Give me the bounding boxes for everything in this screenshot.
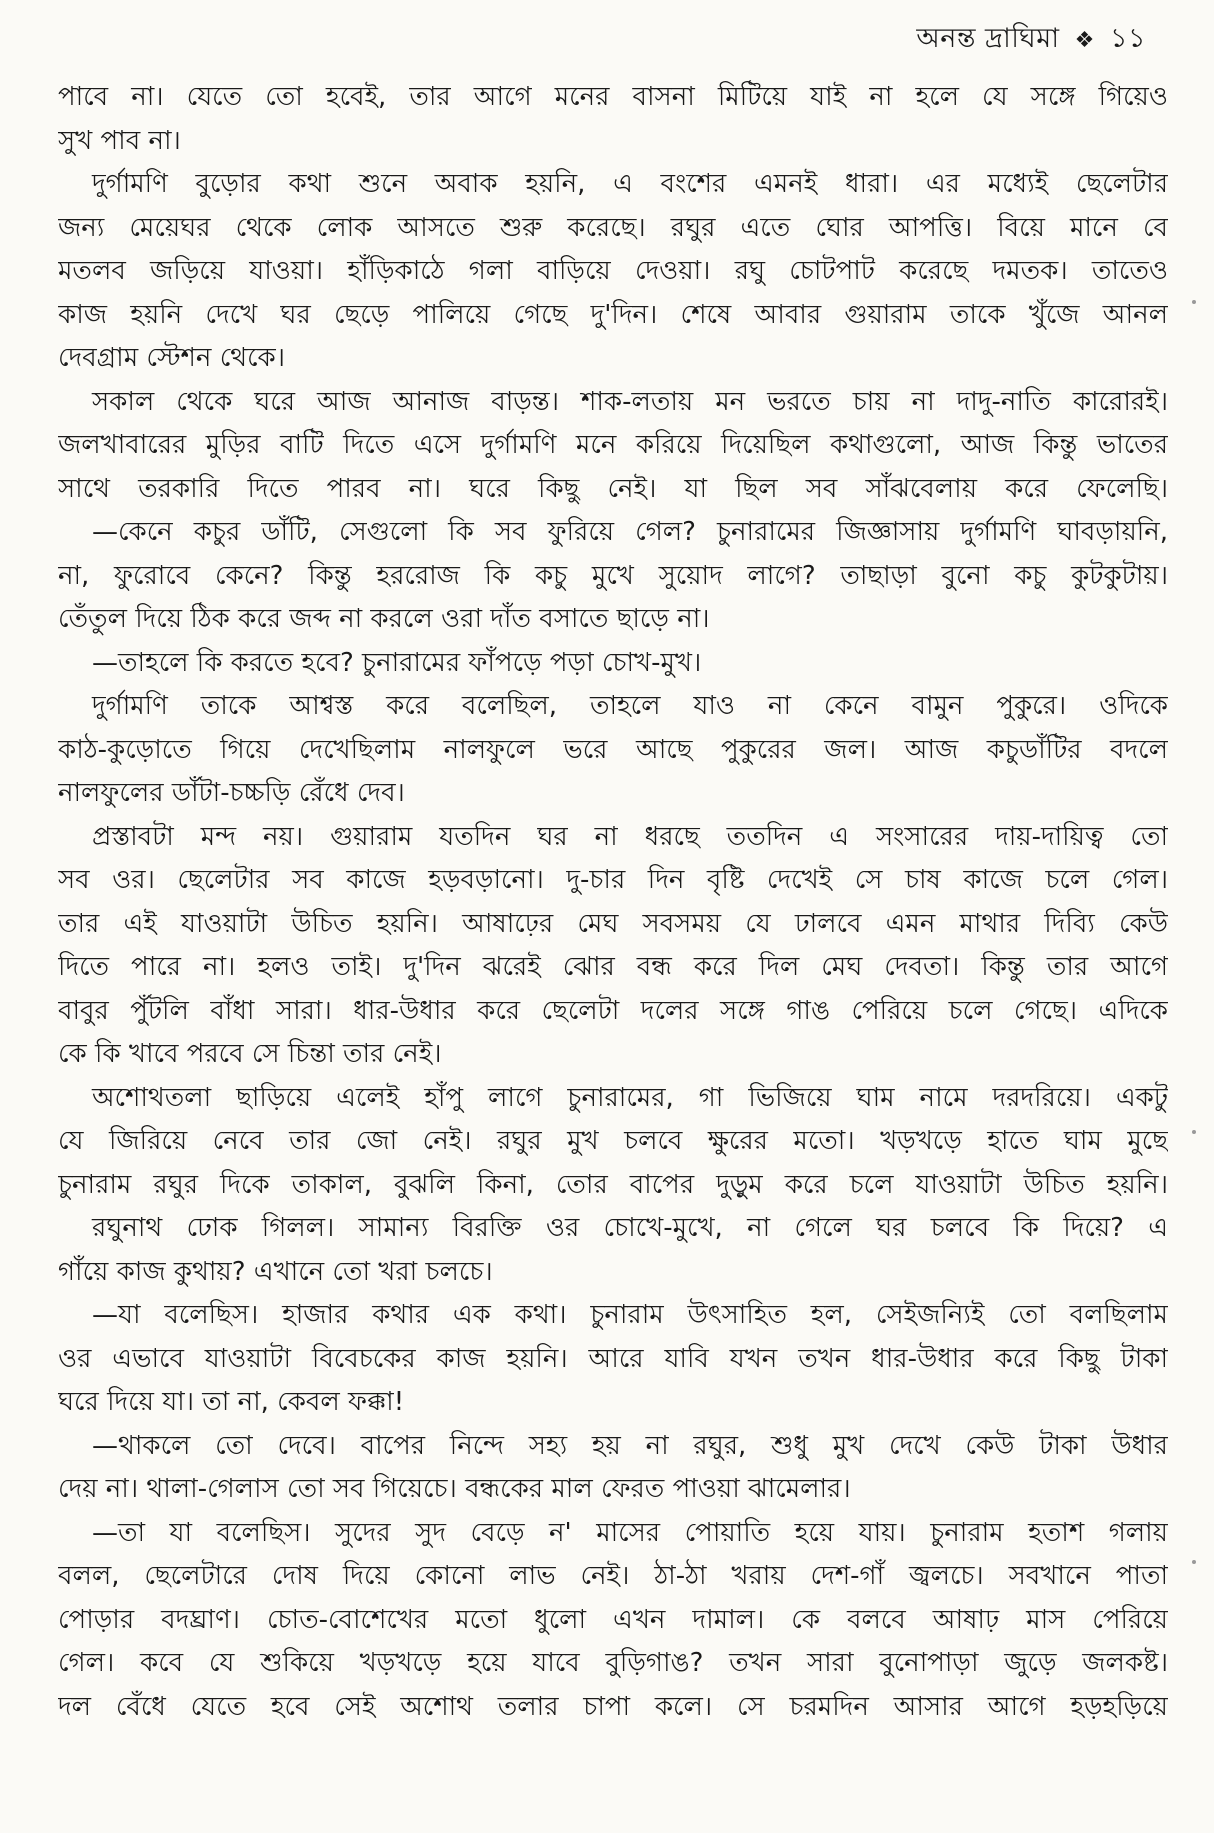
book-title: অনন্ত দ্রাঘিমা bbox=[916, 23, 1060, 54]
text-line: জন্য মেয়েঘর থেকে লোক আসতে শুরু করেছে। রঘুর এতে ঘোর আপত্তি। বিয়ে মানে বে bbox=[58, 212, 1168, 243]
text-line: —থাকলে তো দেবে। বাপের নিন্দে সহ্য হয় না রঘুর, শুধু মুখ দেখে কেউ টাকা উধার bbox=[92, 1430, 1168, 1461]
text-line: সাথে তরকারি দিতে পারব না। ঘরে কিছু নেই। যা ছিল সব সাঁঝবেলায় করে ফেলেছি। bbox=[58, 473, 1168, 504]
running-header bbox=[916, 18, 1146, 63]
text-line: সব ওর। ছেলেটার সব কাজে হড়বড়ানো। দু-চার দিন বৃষ্টি দেখেই সে চাষ কাজে চলে গেল। bbox=[58, 865, 1168, 895]
text-line: বলল, ছেলেটারে দোষ দিয়ে কোনো লাভ নেই। ঠা-ঠা খরায় দেশ-গাঁ জ্বলচে। সবখানে পাতা bbox=[58, 1561, 1168, 1591]
margin-speck bbox=[1192, 1130, 1196, 1134]
text-line: —তাহলে কি করতে হবে? চুনারামের ফাঁপড়ে পড়া চোখ-মুখ। bbox=[92, 647, 702, 678]
text-line: জলখাবারের মুড়ির বাটি দিতে এসে দুর্গামণি মনে করিয়ে দিয়েছিল কথাগুলো, আজ কিন্তু ভাতের bbox=[58, 430, 1168, 460]
text-line: অশোথতলা ছাড়িয়ে এলেই হাঁপু লাগে চুনারামের, গা ভিজিয়ে ঘাম নামে দরদরিয়ে। একটু bbox=[92, 1082, 1168, 1113]
text-line: বাবুর পুঁটলি বাঁধা সারা। ধার-উধার করে ছেলেটা দলের সঙ্গে গাঙ পেরিয়ে চলে গেছে। এদিকে bbox=[58, 995, 1168, 1026]
body-text bbox=[58, 76, 1168, 1729]
text-line: পাবে না। যেতে তো হবেই, তার আগে মনের বাসনা মিটিয়ে যাই না হলে যে সঙ্গে গিয়েও bbox=[58, 82, 1168, 112]
text-line: কাঠ-কুড়োতে গিয়ে দেখেছিলাম নালফুলে ভরে আছে পুকুরের জল। আজ কচুডাঁটির বদলে bbox=[58, 734, 1168, 765]
text-line: রঘুনাথ ঢোক গিলল। সামান্য বিরক্তি ওর চোখে-মুখে, না গেলে ঘর চলবে কি দিয়ে? এ bbox=[92, 1213, 1168, 1243]
text-line: পোড়ার বদঘ্রাণ। চোত-বোশেখের মতো ধুলো এখন দামাল। কে বলবে আষাঢ় মাস পেরিয়ে bbox=[58, 1604, 1168, 1635]
text-line: —যা বলেছিস। হাজার কথার এক কথা। চুনারাম উৎসাহিত হল, সেইজন্যিই তো বলছিলাম bbox=[92, 1300, 1168, 1330]
margin-speck bbox=[1192, 1560, 1196, 1564]
text-line: —কেনে কচুর ডাঁটি, সেগুলো কি সব ফুরিয়ে গেল? চুনারামের জিজ্ঞাসায় দুর্গামণি ঘাবড়ায়নি, bbox=[92, 517, 1168, 547]
margin-speck bbox=[1192, 300, 1196, 304]
ornament-separator: ❖ bbox=[1074, 28, 1095, 53]
text-line: দুর্গামণি বুড়োর কথা শুনে অবাক হয়নি, এ বংশের এমনই ধারা। এর মধ্যেই ছেলেটার bbox=[92, 169, 1168, 199]
text-line: চুনারাম রঘুর দিকে তাকাল, বুঝলি কিনা, তোর বাপের দুড়ুম করে চলে যাওয়াটা উচিত হয়নি। bbox=[58, 1169, 1168, 1200]
text-line: দুর্গামণি তাকে আশ্বস্ত করে বলেছিল, তাহলে যাও না কেনে বামুন পুকুরে। ওদিকে bbox=[92, 691, 1168, 721]
text-line: গেল। কবে যে শুকিয়ে খড়খড়ে হয়ে যাবে বুড়িগাঙ? তখন সারা বুনোপাড়া জুড়ে জলকষ্ট। bbox=[58, 1648, 1168, 1678]
text-line: প্রস্তাবটা মন্দ নয়। গুয়ারাম যতদিন ঘর না ধরছে ততদিন এ সংসারের দায়-দায়িত্ব তো bbox=[92, 821, 1168, 852]
text-line: দেবগ্রাম স্টেশন থেকে। bbox=[58, 343, 286, 373]
text-line: ওর এভাবে যাওয়াটা বিবেচকের কাজ হয়নি। আরে যাবি যখন তখন ধার-উধার করে কিছু টাকা bbox=[58, 1343, 1168, 1374]
text-line: কে কি খাবে পরবে সে চিন্তা তার নেই। bbox=[58, 1039, 442, 1069]
text-line: গাঁয়ে কাজ কুথায়? এখানে তো খরা চলচে। bbox=[58, 1256, 493, 1287]
text-line: যে জিরিয়ে নেবে তার জো নেই। রঘুর মুখ চলবে ক্ষুরের মতো। খড়খড়ে হাতে ঘাম মুছে bbox=[58, 1126, 1168, 1156]
page-number: ১১ bbox=[1109, 23, 1146, 54]
text-line: সুখ পাব না। bbox=[58, 125, 181, 156]
text-line: নালফুলের ডাঁটা-চচ্চড়ি রেঁধে দেব। bbox=[58, 778, 405, 808]
text-line: কাজ হয়নি দেখে ঘর ছেড়ে পালিয়ে গেছে দু'দিন। শেষে আবার গুয়ারাম তাকে খুঁজে আনল bbox=[58, 299, 1168, 330]
text-line: দেয় না। থালা-গেলাস তো সব গিয়েচে। বন্ধকের মাল ফেরত পাওয়া ঝামেলার। bbox=[58, 1474, 851, 1504]
text-line: দল বেঁধে যেতে হবে সেই অশোথ তলার চাপা কলে। সে চরমদিন আসার আগে হড়হড়িয়ে bbox=[58, 1691, 1168, 1722]
text-line: সকাল থেকে ঘরে আজ আনাজ বাড়ন্ত। শাক-লতায় মন ভরতে চায় না দাদু-নাতি কারোরই। bbox=[92, 386, 1168, 417]
text-line: তেঁতুল দিয়ে ঠিক করে জব্দ না করলে ওরা দাঁত বসাতে ছাড়ে না। bbox=[58, 604, 710, 634]
text-line: ঘরে দিয়ে যা। তা না, কেবল ফক্কা! bbox=[58, 1387, 405, 1417]
text-line: না, ফুরোবে কেনে? কিন্তু হররোজ কি কচু মুখে সুয়োদ লাগে? তাছাড়া বুনো কচু কুটকুটায়। bbox=[58, 560, 1168, 591]
text-line: মতলব জড়িয়ে যাওয়া। হাঁড়িকাঠে গলা বাড়িয়ে দেওয়া। রঘু চোটপাট করেছে দমতক। তাতেও bbox=[58, 256, 1168, 286]
text-line: —তা যা বলেছিস। সুদের সুদ বেড়ে ন' মাসের পোয়াতি হয়ে যায়। চুনারাম হতাশ গলায় bbox=[92, 1517, 1168, 1548]
text-line: তার এই যাওয়াটা উচিত হয়নি। আষাঢ়ের মেঘ সবসময় যে ঢালবে এমন মাথার দিব্যি কেউ bbox=[58, 908, 1168, 939]
text-line: দিতে পারে না। হলও তাই। দু'দিন ঝরেই ঝোর বন্ধ করে দিল মেঘ দেবতা। কিন্তু তার আগে bbox=[58, 952, 1168, 982]
